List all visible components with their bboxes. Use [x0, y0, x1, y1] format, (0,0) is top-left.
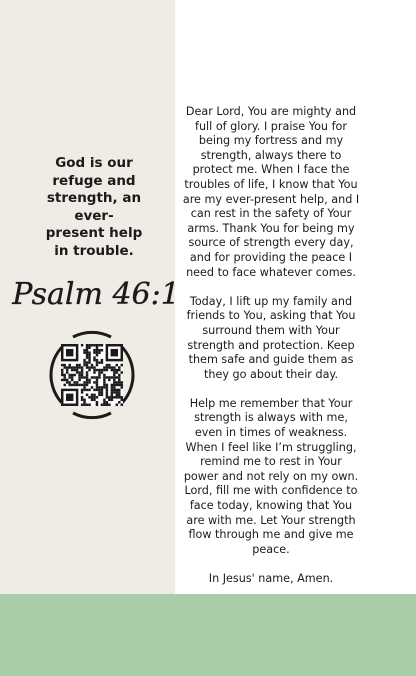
psalm-reference: Psalm 46:1 [12, 277, 180, 312]
verse-text: God is our refuge and strength, an ever- present help in trouble. [45, 155, 143, 259]
footer-band [0, 594, 416, 676]
prayer-closing: In Jesus' name, Amen. [208, 572, 334, 585]
prayer-paragraph: Help me remember that Your strength is always with me, even in times of weakness. When I feel like I’m struggling, remind me to rest in Your power and not rely on my own. Lord, fill me with confidence to face today, knowing that You are with me. Let Your strength flow through me and give me peace. [183, 396, 359, 556]
prayer-paragraph: Today, I lift up my family and friends to You, asking that You surround them with Your strength and protection. Keep them safe and guide them as they go about their day. [186, 294, 356, 381]
qr-code-icon [61, 344, 123, 406]
qr-code[interactable] [51, 334, 133, 416]
prayer-paragraph: Dear Lord, You are mighty and full of glory. I praise You for being my fortress and my strength, always there to protect me. When I face the troubles of life, I know that You are my ever-present help, and I can rest in the safety of Your arms. Thank You for being my source of strength every day, and for providing the peace I need to face whatever comes. [182, 105, 360, 279]
psalm-reference-signature [12, 258, 180, 328]
prayer-text [182, 105, 360, 601]
